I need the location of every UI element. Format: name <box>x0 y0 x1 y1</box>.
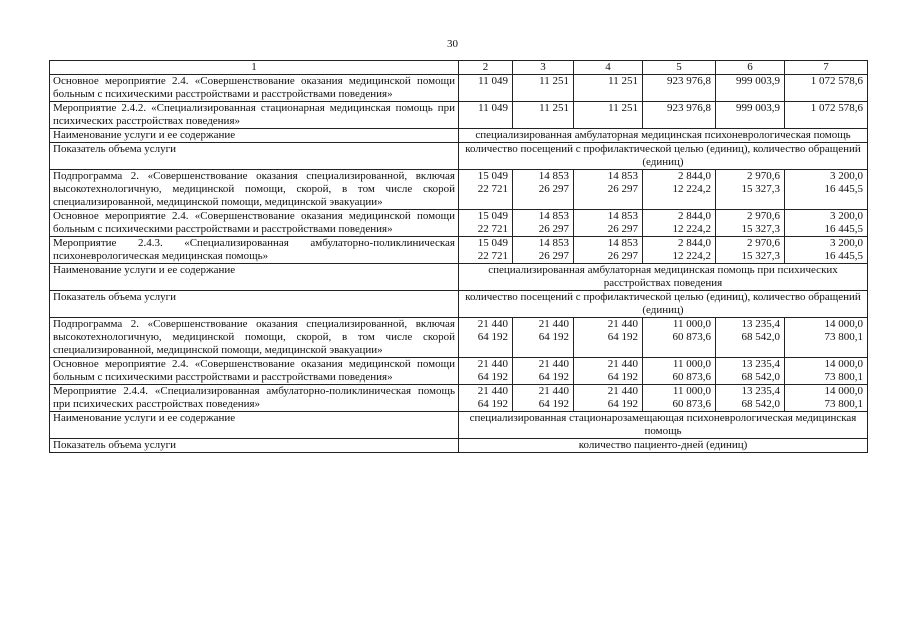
value-line: 2 970,6 <box>747 210 780 222</box>
value-line: 73 800,1 <box>824 398 863 410</box>
value-cell <box>716 170 785 210</box>
value-cell <box>513 318 574 358</box>
value-line: 60 873,6 <box>672 398 711 410</box>
value-line: 11 049 <box>478 102 508 114</box>
value-line: 26 297 <box>607 250 638 262</box>
value-line: 3 200,0 <box>830 210 863 222</box>
value-cell <box>574 210 643 237</box>
value-cell <box>459 102 513 129</box>
value-line: 2 844,0 <box>678 170 711 182</box>
value-cell <box>574 170 643 210</box>
value-line: 68 542,0 <box>741 398 780 410</box>
value-line: 64 192 <box>607 398 638 410</box>
service-value: количество посещений с профилактической целью (единиц), количество обращений (единиц) <box>459 291 868 318</box>
value-line: 22 721 <box>477 183 508 195</box>
value-line: 15 049 <box>477 237 508 249</box>
value-line: 14 853 <box>607 210 638 222</box>
table-row <box>50 358 868 385</box>
value-cell <box>459 358 513 385</box>
value-cell <box>643 318 716 358</box>
program-name: Мероприятие 2.4.2. «Специализированная стационарная медицинская помощь при психических расстройствах поведения» <box>50 102 459 129</box>
value-line: 64 192 <box>538 331 569 343</box>
value-line: 13 235,4 <box>741 358 780 370</box>
value-line: 26 297 <box>538 250 569 262</box>
value-line: 11 251 <box>608 102 638 114</box>
value-line: 14 000,0 <box>824 385 863 397</box>
value-cell <box>459 170 513 210</box>
table-row <box>50 237 868 264</box>
table-row <box>50 102 868 129</box>
service-info-row <box>50 412 868 439</box>
value-line: 64 192 <box>477 331 508 343</box>
value-line: 13 235,4 <box>741 318 780 330</box>
value-line: 14 853 <box>538 237 569 249</box>
value-line: 15 327,3 <box>741 223 780 235</box>
value-line: 2 970,6 <box>747 170 780 182</box>
value-line: 2 970,6 <box>747 237 780 249</box>
value-cell <box>643 385 716 412</box>
value-line: 12 224,2 <box>672 223 711 235</box>
table-row <box>50 210 868 237</box>
value-line: 12 224,2 <box>672 250 711 262</box>
service-label: Показатель объема услуги <box>50 143 459 170</box>
value-line: 22 721 <box>477 223 508 235</box>
value-line: 60 873,6 <box>672 371 711 383</box>
value-line: 14 853 <box>538 210 569 222</box>
table-row <box>50 385 868 412</box>
header-row <box>50 61 868 75</box>
value-line: 14 853 <box>607 170 638 182</box>
service-value: количество пациенто-дней (единиц) <box>459 439 868 453</box>
value-line: 16 445,5 <box>824 250 863 262</box>
table-row <box>50 170 868 210</box>
service-info-row <box>50 129 868 143</box>
value-cell <box>716 75 785 102</box>
value-line: 999 003,9 <box>736 75 780 87</box>
value-line: 73 800,1 <box>824 371 863 383</box>
value-line: 2 844,0 <box>678 237 711 249</box>
value-line: 22 721 <box>477 250 508 262</box>
header-cell: 5 <box>643 61 716 75</box>
value-line: 64 192 <box>538 398 569 410</box>
value-cell <box>716 318 785 358</box>
value-cell <box>643 358 716 385</box>
value-line: 64 192 <box>477 371 508 383</box>
value-cell <box>574 358 643 385</box>
program-name: Основное мероприятие 2.4. «Совершенствование оказания медицинской помощи больным с психическими расстройствами и расстройствами поведения» <box>50 75 459 102</box>
value-cell <box>716 210 785 237</box>
value-cell <box>785 170 868 210</box>
program-name: Основное мероприятие 2.4. «Совершенствование оказания медицинской помощи больным с психическими расстройствами и расстройствами поведения» <box>50 358 459 385</box>
service-value: специализированная стационарозамещающая психоневрологическая медицинская помощь <box>459 412 868 439</box>
value-cell <box>643 102 716 129</box>
value-line: 26 297 <box>538 183 569 195</box>
value-cell <box>716 358 785 385</box>
service-label: Наименование услуги и ее содержание <box>50 129 459 143</box>
value-line: 15 049 <box>477 170 508 182</box>
header-cell: 1 <box>50 61 459 75</box>
program-name: Мероприятие 2.4.4. «Специализированная амбулаторно-поликлиническая помощь при психических расстройствах поведения» <box>50 385 459 412</box>
value-line: 21 440 <box>607 385 638 397</box>
value-line: 16 445,5 <box>824 223 863 235</box>
value-cell <box>513 102 574 129</box>
value-cell <box>785 210 868 237</box>
value-line: 64 192 <box>477 398 508 410</box>
value-cell <box>574 75 643 102</box>
table-row <box>50 318 868 358</box>
value-cell <box>643 210 716 237</box>
page-number: 30 <box>447 38 458 50</box>
value-line: 11 251 <box>539 75 569 87</box>
value-cell <box>513 210 574 237</box>
value-line: 3 200,0 <box>830 170 863 182</box>
value-cell <box>785 102 868 129</box>
program-name: Подпрограмма 2. «Совершенствование оказания специализированной, включая высокотехнологичную, медицинской помощи, скорой, в том числе скорой специализированной, медицинской помощи, медицинской эвакуации» <box>50 318 459 358</box>
service-info-row <box>50 439 868 453</box>
service-label: Наименование услуги и ее содержание <box>50 264 459 291</box>
value-cell <box>459 237 513 264</box>
value-line: 15 327,3 <box>741 183 780 195</box>
program-name: Мероприятие 2.4.3. «Специализированная амбулаторно-поликлиническая психоневрологическая медицинская помощь» <box>50 237 459 264</box>
value-cell <box>785 385 868 412</box>
value-line: 64 192 <box>538 371 569 383</box>
value-line: 13 235,4 <box>741 385 780 397</box>
value-cell <box>574 237 643 264</box>
value-line: 11 251 <box>539 102 569 114</box>
value-line: 14 000,0 <box>824 318 863 330</box>
program-table <box>49 60 868 453</box>
value-cell <box>513 75 574 102</box>
header-cell: 4 <box>574 61 643 75</box>
service-label: Наименование услуги и ее содержание <box>50 412 459 439</box>
value-line: 21 440 <box>477 318 508 330</box>
value-line: 11 000,0 <box>672 318 711 330</box>
header-cell: 2 <box>459 61 513 75</box>
value-cell <box>716 102 785 129</box>
service-value: специализированная амбулаторная медицинская психоневрологическая помощь <box>459 129 868 143</box>
program-name: Основное мероприятие 2.4. «Совершенствование оказания медицинской помощи больным с психическими расстройствами и расстройствами поведения» <box>50 210 459 237</box>
value-cell <box>574 318 643 358</box>
value-line: 21 440 <box>607 358 638 370</box>
value-line: 14 000,0 <box>824 358 863 370</box>
value-cell <box>785 318 868 358</box>
value-line: 21 440 <box>538 318 569 330</box>
table-row <box>50 75 868 102</box>
service-info-row <box>50 264 868 291</box>
value-cell <box>513 237 574 264</box>
value-line: 11 000,0 <box>672 358 711 370</box>
value-cell <box>643 237 716 264</box>
value-line: 73 800,1 <box>824 331 863 343</box>
value-line: 14 853 <box>607 237 638 249</box>
value-cell <box>459 385 513 412</box>
value-line: 21 440 <box>477 385 508 397</box>
service-label: Показатель объема услуги <box>50 439 459 453</box>
value-line: 923 976,8 <box>667 75 711 87</box>
program-name: Подпрограмма 2. «Совершенствование оказания специализированной, включая высокотехнологичную, медицинской помощи, скорой, в том числе скорой специализированной, медицинской помощи, медицинской эвакуации» <box>50 170 459 210</box>
value-cell <box>643 170 716 210</box>
value-line: 11 000,0 <box>672 385 711 397</box>
value-line: 68 542,0 <box>741 331 780 343</box>
value-cell <box>785 358 868 385</box>
value-cell <box>785 75 868 102</box>
value-line: 12 224,2 <box>672 183 711 195</box>
value-line: 2 844,0 <box>678 210 711 222</box>
value-line: 16 445,5 <box>824 183 863 195</box>
value-cell <box>513 170 574 210</box>
value-line: 15 049 <box>477 210 508 222</box>
value-line: 26 297 <box>607 223 638 235</box>
value-line: 1 072 578,6 <box>810 102 863 114</box>
value-line: 21 440 <box>538 385 569 397</box>
value-line: 64 192 <box>607 371 638 383</box>
value-cell <box>574 385 643 412</box>
value-line: 11 049 <box>478 75 508 87</box>
header-cell: 3 <box>513 61 574 75</box>
value-line: 26 297 <box>607 183 638 195</box>
value-cell <box>716 237 785 264</box>
value-line: 21 440 <box>538 358 569 370</box>
value-line: 60 873,6 <box>672 331 711 343</box>
value-line: 26 297 <box>538 223 569 235</box>
value-cell <box>513 358 574 385</box>
value-cell <box>643 75 716 102</box>
value-line: 14 853 <box>538 170 569 182</box>
service-info-row <box>50 291 868 318</box>
value-cell <box>785 237 868 264</box>
value-cell <box>574 102 643 129</box>
value-line: 68 542,0 <box>741 371 780 383</box>
value-line: 15 327,3 <box>741 250 780 262</box>
service-value: специализированная амбулаторная медицинская помощь при психических расстройствах поведения <box>459 264 868 291</box>
value-line: 21 440 <box>477 358 508 370</box>
header-cell: 6 <box>716 61 785 75</box>
value-line: 21 440 <box>607 318 638 330</box>
value-cell <box>716 385 785 412</box>
value-cell <box>459 75 513 102</box>
service-label: Показатель объема услуги <box>50 291 459 318</box>
value-line: 64 192 <box>607 331 638 343</box>
service-value: количество посещений с профилактической целью (единиц), количество обращений (единиц) <box>459 143 868 170</box>
service-info-row <box>50 143 868 170</box>
value-line: 11 251 <box>608 75 638 87</box>
value-cell <box>459 318 513 358</box>
header-cell: 7 <box>785 61 868 75</box>
value-cell <box>459 210 513 237</box>
value-line: 999 003,9 <box>736 102 780 114</box>
value-line: 3 200,0 <box>830 237 863 249</box>
value-line: 923 976,8 <box>667 102 711 114</box>
value-line: 1 072 578,6 <box>810 75 863 87</box>
value-cell <box>513 385 574 412</box>
